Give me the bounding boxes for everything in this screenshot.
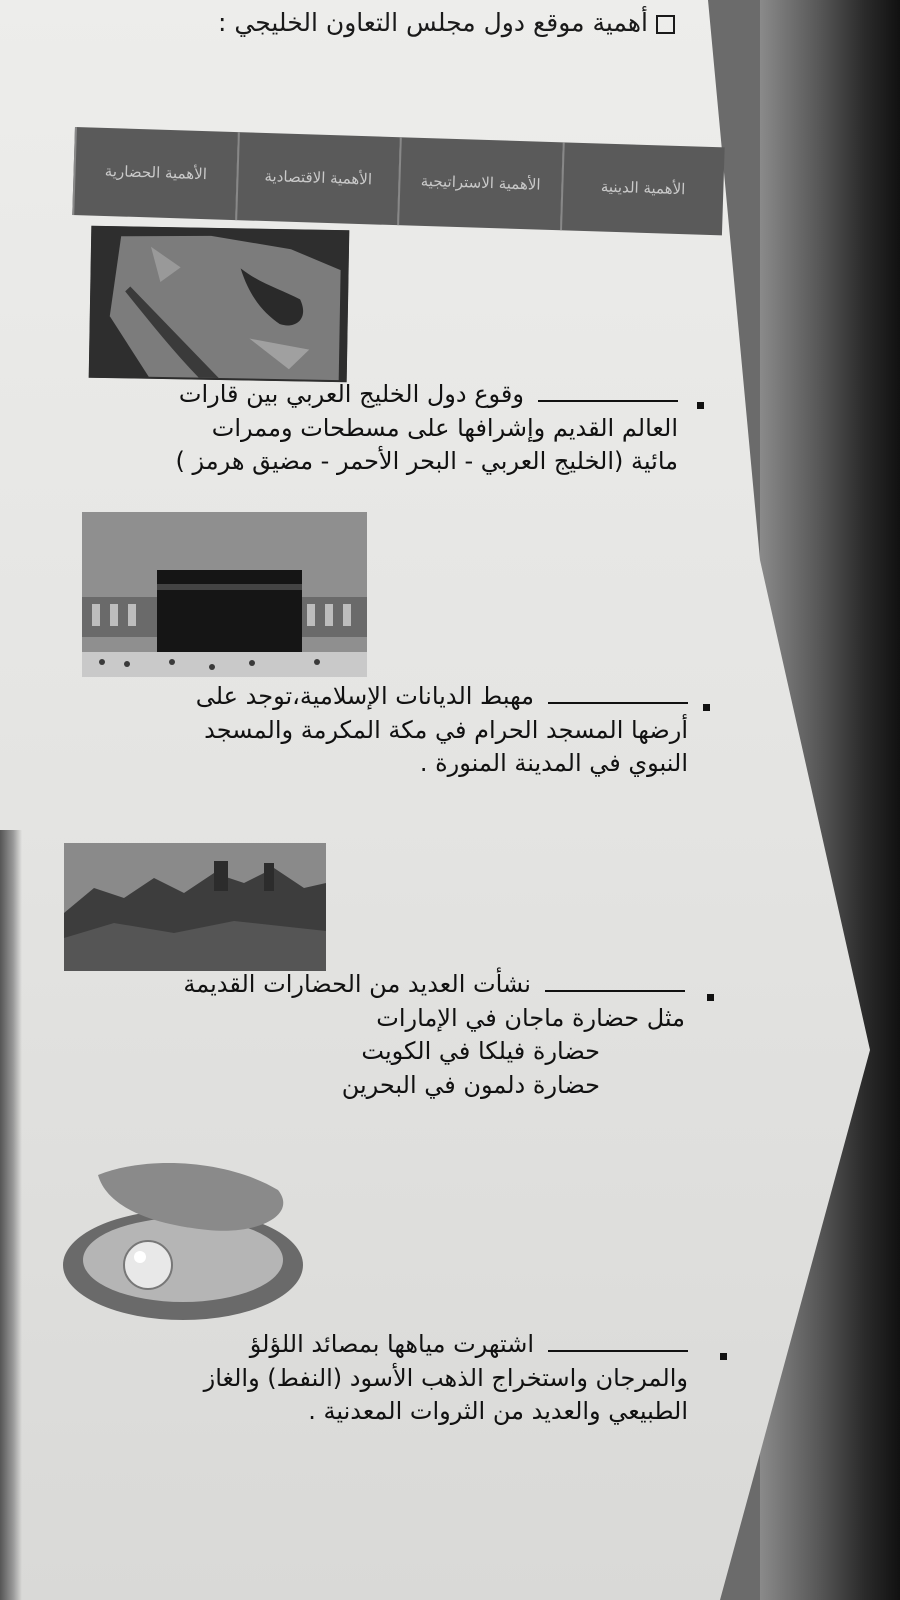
list-item-religious bbox=[68, 680, 688, 781]
list-item-strategic bbox=[78, 378, 678, 479]
answer-blank[interactable] bbox=[548, 1350, 688, 1352]
item-text: مائية (الخليج العربي - البحر الأحمر - مضيق هرمز ) bbox=[175, 447, 678, 476]
item-text: العالم القديم وإشرافها على مسطحات وممرات bbox=[211, 413, 678, 442]
checkbox-icon bbox=[656, 15, 675, 34]
item-text: والمرجان واستخراج الذهب الأسود (النفط) والغاز bbox=[203, 1363, 688, 1392]
item-text: مثل حضارة ماجان في الإمارات bbox=[376, 1003, 685, 1032]
pearl-oyster-image bbox=[58, 1155, 308, 1325]
gulf-satellite-map-image bbox=[89, 226, 350, 382]
kaaba-image bbox=[82, 512, 367, 677]
item-text: حضارة فيلكا في الكويت bbox=[361, 1037, 600, 1066]
list-item-civilizational bbox=[85, 968, 685, 1102]
ancient-ruins-image bbox=[64, 843, 326, 971]
item-text: اشتهرت مياهها بمصائد اللؤلؤ bbox=[249, 1330, 534, 1358]
item-text: مهبط الديانات الإسلامية،توجد على bbox=[195, 682, 534, 710]
heading-text: أهمية موقع دول مجلس التعاون الخليجي : bbox=[218, 8, 648, 37]
header-cell-economic: الأهمية الاقتصادية bbox=[235, 132, 400, 225]
item-text: النبوي في المدينة المنورة . bbox=[419, 749, 688, 778]
item-text: الطبيعي والعديد من الثروات المعدنية . bbox=[308, 1397, 688, 1426]
header-cell-religious: الأهمية الدينية bbox=[559, 142, 724, 235]
item-text: حضارة دلمون في البحرين bbox=[341, 1070, 600, 1099]
bullet-icon bbox=[707, 994, 714, 1001]
item-text: نشأت العديد من الحضارات القديمة bbox=[183, 970, 531, 998]
list-item-economic bbox=[68, 1328, 688, 1429]
item-text: وقوع دول الخليج العربي بين قارات bbox=[178, 380, 524, 408]
answer-blank[interactable] bbox=[538, 400, 678, 402]
worksheet-heading bbox=[155, 8, 675, 37]
header-cell-strategic: الأهمية الاستراتيجية bbox=[397, 137, 562, 230]
bullet-icon bbox=[697, 402, 704, 409]
paper-shadow bbox=[0, 830, 22, 1600]
answer-blank[interactable] bbox=[548, 702, 688, 704]
bullet-icon bbox=[720, 1353, 727, 1360]
item-text: أرضها المسجد الحرام في مكة المكرمة والمسجد bbox=[204, 715, 688, 744]
bullet-icon bbox=[703, 704, 710, 711]
answer-blank[interactable] bbox=[545, 990, 685, 992]
header-cell-civilizational: الأهمية الحضارية bbox=[72, 127, 237, 220]
